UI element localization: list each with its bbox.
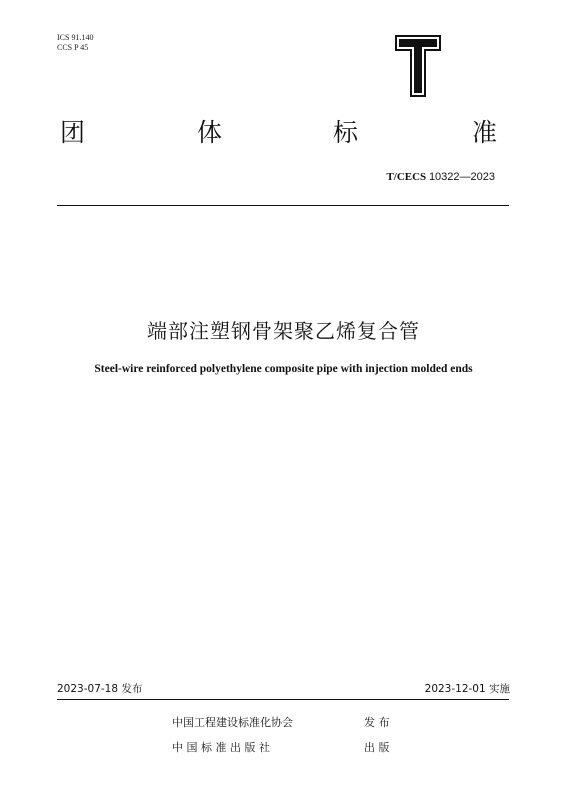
issue-date: 2023-07-18 发布 [57,683,143,695]
standard-number [386,171,495,183]
classification-codes [57,33,93,53]
bottom-rule [57,699,509,700]
ccs-code: CCS P 45 [57,43,89,52]
top-rule [57,205,509,206]
category-char-4: 准 [472,118,498,147]
publisher-role-2: 出 版 [364,741,390,754]
ics-code: ICS 91.140 [57,33,94,42]
title-english: Steel-wire reinforced polyethylene composite pipe with injection molded ends [94,363,473,375]
standard-prefix: T/CECS [386,171,427,183]
category-char-2: 体 [197,118,223,147]
implement-date: 2023-12-01 实施 [424,683,510,695]
publisher-role-1: 发 布 [364,716,390,729]
publisher-name-1: 中国工程建设标准化协会 [172,716,293,729]
publisher-name-2: 中 国 标 准 出 版 社 [172,741,270,754]
category-char-3: 标 [333,118,359,147]
title-chinese: 端部注塑钢骨架聚乙烯复合管 [147,319,420,343]
standard-code: 10322—2023 [428,171,495,183]
category-char-1: 团 [60,118,86,147]
group-standard-t-logo-icon [395,35,441,97]
